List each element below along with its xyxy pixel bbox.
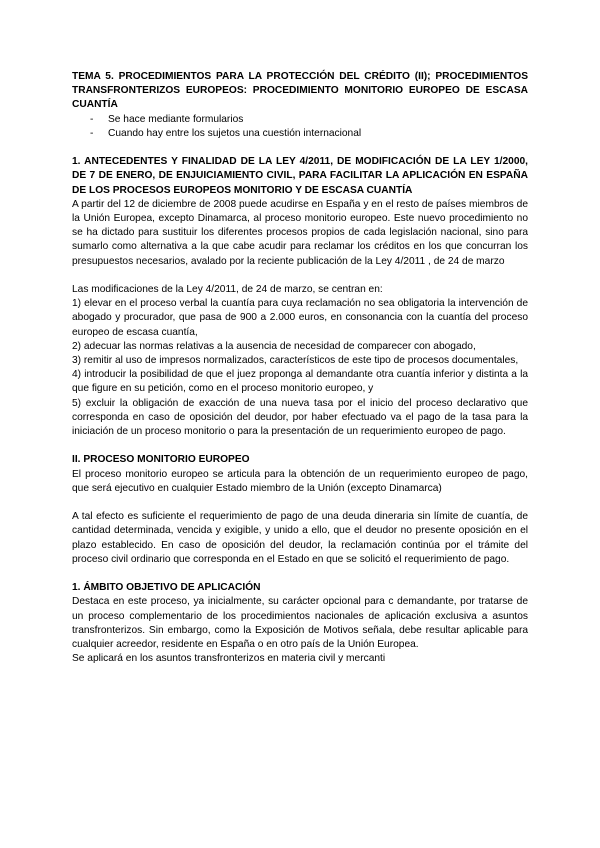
modification-item-4: 4) introducir la posibilidad de que el juez proponga al demandante otra cuantía inferior y distinta a la que figure en su petición, como en el proceso monitorio europeo, y [72, 369, 528, 395]
paragraph-antecedentes: A partir del 12 de diciembre de 2008 puede acudirse en España y en el resto de países miembros de la Unión Europea, excepto Dinamarca, al proceso monitorio europeo. Este nuevo procedimiento no se ha dictado para sustituir los diferentes procesos propios de cada legislación nacional, sino para sumarlo como alternativa a la que cabe acudir para reclamar los créditos en los que concurran los presupuestos necesarios, avalado por la reciente publicación de la Ley 4/2011 , de 24 de marzo [72, 198, 528, 267]
list-item [72, 113, 528, 127]
paragraph-ambito-1: Destaca en este proceso, ya inicialmente, su carácter opcional para c demandante, por tratarse de un proceso complementario de los procedimientos nacionales de aplicación exclusiva a asuntos transfronterizos. Sin embargo, como la Exposición de Motivos señala, debe resultar aplicable para cualquier acreedor, residente en España o en otro país de la Unión Europea. [72, 596, 528, 651]
paragraph-proceso-monitorio-2: A tal efecto es suficiente el requerimiento de pago de una deuda dineraria sin límite de cuantía, de cantidad determinada, vencida y exigible, y unido a ello, que el deudor no presente oposición en el plazo establecido. En caso de oposición del deudor, la reclamación continúa por el trámite del proceso civil ordinario que corresponda en el Estado en que se solicitó el requerimiento de pago. [72, 511, 528, 565]
paragraph-proceso-monitorio-1: El proceso monitorio europeo se articula para la obtención de un requerimiento europeo de pago, que será ejecutivo en cualquier Estado miembro de la Unión (excepto Dinamarca) [72, 468, 528, 494]
dash-bullet-icon: - [90, 127, 94, 139]
dash-bullet-icon: - [90, 113, 94, 125]
spacer [72, 496, 528, 510]
spacer [72, 141, 528, 155]
modification-item-5: 5) excluir la obligación de exacción de una nueva tasa por el inicio del proceso declarativo que corresponda en caso de oposición del deudor, por haber efectuado va el pago de la tasa para la iniciación de un proceso monitorio o para la presentación de un requerimiento europeo de pago. [72, 397, 528, 438]
list-item-text: Se hace mediante formularios [108, 113, 244, 125]
modification-item-2: 2) adecuar las normas relativas a la ausencia de necesidad de comparecer con abogado, [72, 340, 476, 352]
list-item [72, 127, 528, 141]
spacer [72, 269, 528, 283]
spacer [72, 567, 528, 581]
paragraph-ambito-2: Se aplicará en los asuntos transfronterizos en materia civil y mercanti [72, 653, 386, 665]
modification-item-1: 1) elevar en el proceso verbal la cuantía para cuya reclamación no sea obligatoria la intervención de abogado y procurador, que pasa de 900 a 2.000 euros, en consonancia con la cuantía del proceso europeo de escasa cuantía, [72, 298, 528, 338]
section-heading-proceso-monitorio: II. PROCESO MONITORIO EUROPEO [72, 454, 250, 466]
spacer [72, 439, 528, 453]
section-heading-ambito: 1. ÁMBITO OBJETIVO DE APLICACIÓN [72, 582, 261, 594]
modification-item-3: 3) remitir al uso de impresos normalizados, característicos de este tipo de procesos documentales, [72, 355, 519, 367]
document-body [72, 70, 528, 666]
document-title: TEMA 5. PROCEDIMIENTOS PARA LA PROTECCIÓN DEL CRÉDITO (II); PROCEDIMIENTOS TRANSFRONTERIZOS EUROPEOS: PROCEDIMIENTO MONITORIO EUROPEO DE ESCASA CUANTÍA [72, 71, 528, 111]
intro-bullet-list [72, 113, 528, 141]
list-item-text: Cuando hay entre los sujetos una cuestión internacional [108, 127, 362, 139]
modifications-intro: Las modificaciones de la Ley 4/2011, de 24 de marzo, se centran en: [72, 284, 383, 296]
section-heading-antecedentes: 1. ANTECEDENTES Y FINALIDAD DE LA LEY 4/2011, DE MODIFICACIÓN DE LA LEY 1/2000, DE 7 DE ENERO, DE ENJUICIAMIENTO CIVIL, PARA FACILITAR LA APLICACIÓN EN ESPAÑA DE LOS PROCESOS EUROPEOS MONITORIO Y DE ESCASA CUANTÍA [72, 156, 528, 196]
